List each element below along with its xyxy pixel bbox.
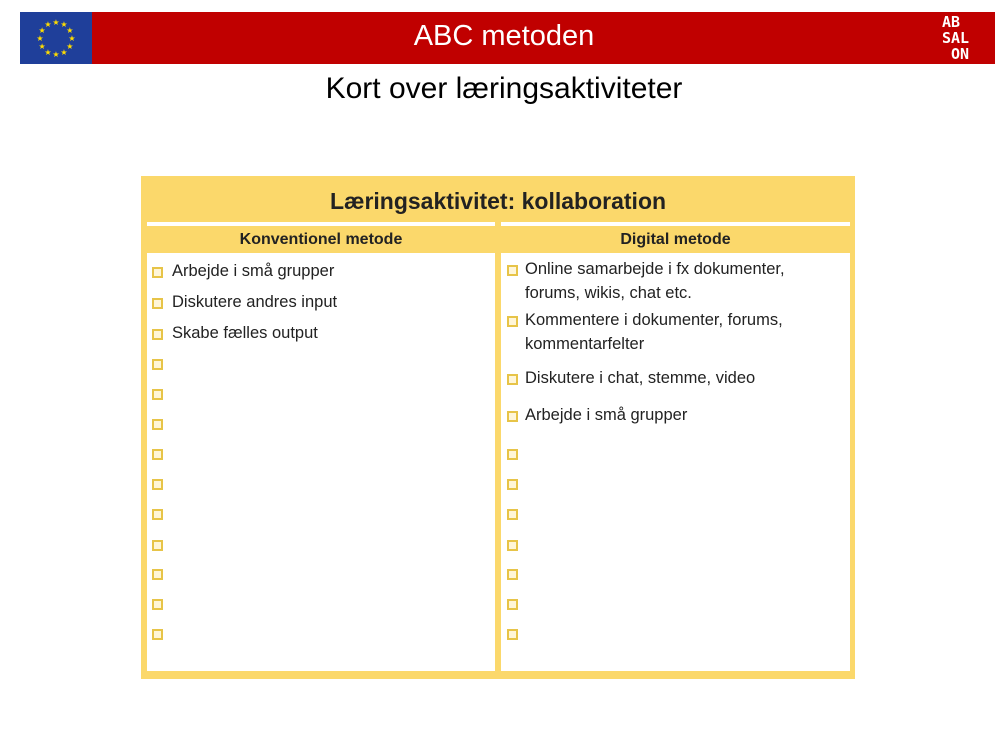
star-icon: ★: [66, 42, 74, 51]
star-icon: ★: [52, 50, 60, 59]
column-heading: Konventionel metode: [147, 226, 495, 253]
star-icon: ★: [60, 20, 68, 30]
bullet-icon: [507, 411, 518, 422]
digital-column: [501, 222, 850, 671]
absalon-logo: AB SAL ON: [942, 13, 970, 63]
star-icon: ★: [52, 18, 60, 27]
bullet-icon: [152, 540, 163, 551]
list-item: Skabe fælles output: [172, 324, 318, 342]
star-icon: ★: [66, 26, 74, 35]
bullet-icon: [507, 599, 518, 610]
card-title: Læringsaktivitet: kollaboration: [329, 188, 667, 214]
slide-title: ABC metoden: [413, 20, 595, 52]
bullet-icon: [152, 479, 163, 490]
list-item: Arbejde i små grupper: [525, 406, 688, 424]
list-item: Online samarbejde i fx dokumenter, forums, wikis, chat etc.: [525, 260, 785, 302]
slide-subtitle: Kort over læringsaktiviteter: [325, 72, 683, 105]
star-icon: ★: [44, 20, 52, 30]
bullet-icon: [507, 479, 518, 490]
bullet-icon: [152, 389, 163, 400]
bullet-icon: [152, 509, 163, 520]
bullet-icon: [152, 629, 163, 640]
bullet-icon: [507, 265, 518, 276]
bullet-icon: [152, 298, 163, 309]
star-icon: ★: [44, 47, 52, 57]
list-item: Arbejde i små grupper: [172, 262, 335, 280]
star-icon: ★: [36, 34, 44, 43]
bullet-icon: [507, 629, 518, 640]
star-icon: ★: [38, 42, 46, 51]
bullet-icon: [152, 599, 163, 610]
list-item: Diskutere i chat, stemme, video: [525, 369, 756, 387]
bullet-icon: [152, 569, 163, 580]
star-icon: ★: [60, 47, 68, 57]
bullet-icon: [507, 569, 518, 580]
conventional-column: [147, 222, 495, 671]
bullet-icon: [507, 316, 518, 327]
bullet-icon: [152, 267, 163, 278]
star-icon: ★: [68, 34, 76, 43]
column-heading: Digital metode: [501, 226, 850, 253]
bullet-icon: [507, 540, 518, 551]
star-icon: ★: [38, 26, 46, 35]
list-item: Kommentere i dokumenter, forums, kommentarfelter: [525, 311, 783, 353]
bullet-icon: [152, 359, 163, 370]
bullet-icon: [152, 419, 163, 430]
bullet-icon: [507, 374, 518, 385]
bullet-icon: [507, 509, 518, 520]
bullet-icon: [152, 329, 163, 340]
activity-card: [141, 176, 855, 679]
bullet-icon: [507, 449, 518, 460]
bullet-icon: [152, 449, 163, 460]
list-item: Diskutere andres input: [172, 293, 338, 311]
